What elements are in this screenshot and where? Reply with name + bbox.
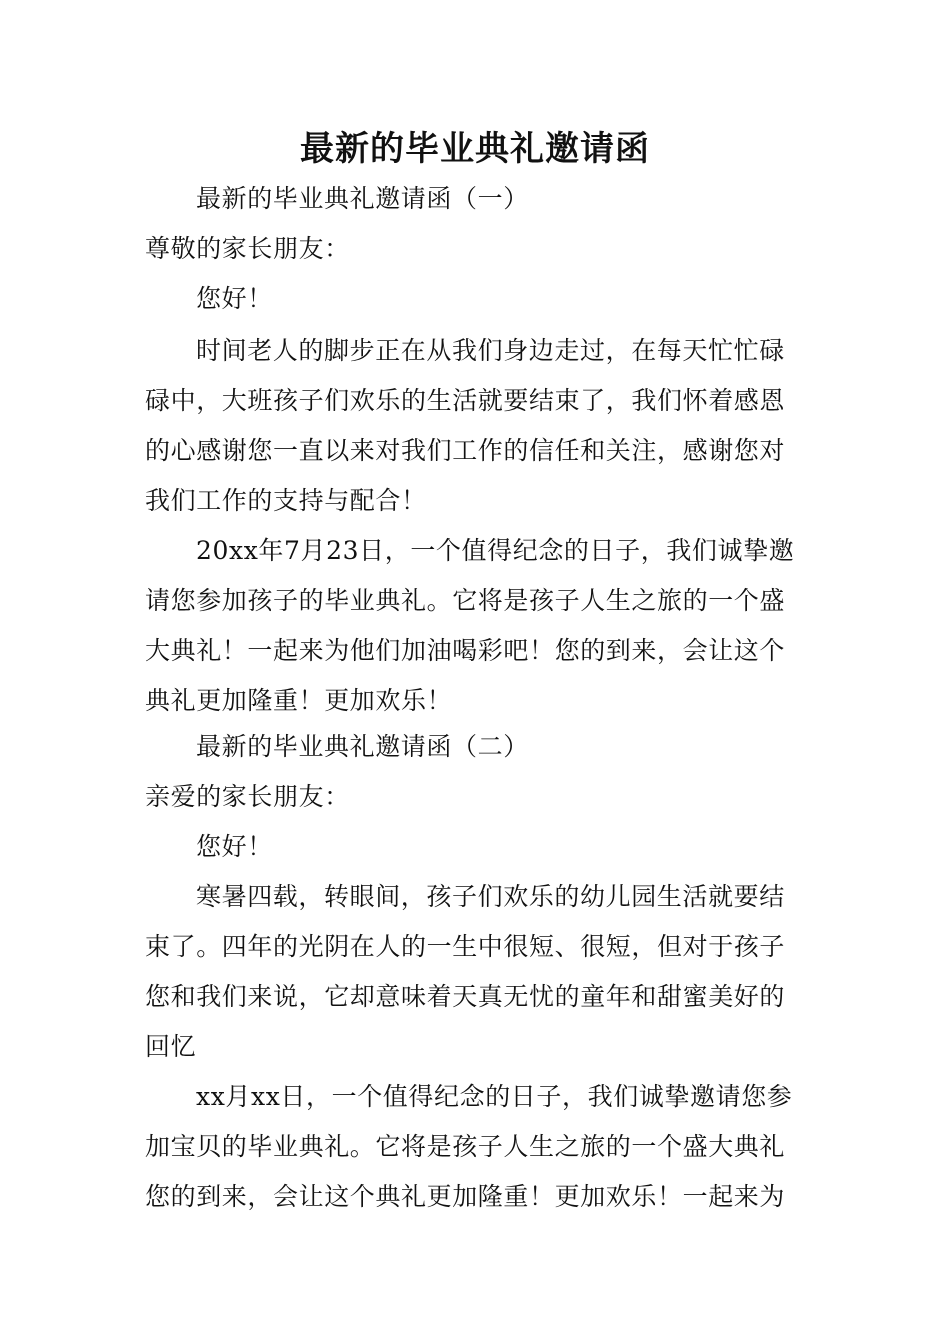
section-heading-2: 最新的毕业典礼邀请函（二） [196,732,529,761]
salutation-2: 亲爱的家长朋友： [145,782,350,811]
paragraph-line: 您和我们来说，它却意味着天真无忧的童年和甜蜜美好的 [145,982,786,1011]
paragraph-line: 碌中，大班孩子们欢乐的生活就要结束了，我们怀着感恩 [145,386,786,415]
document-title: 最新的毕业典礼邀请函 [300,129,650,169]
paragraph-line: 您的到来，会让这个典礼更加隆重！更加欢乐！一起来为 [145,1182,786,1211]
paragraph-line: 时间老人的脚步正在从我们身边走过，在每天忙忙碌 [196,336,785,365]
greeting-2: 您好！ [196,832,273,861]
paragraph-line: 的心感谢您一直以来对我们工作的信任和关注，感谢您对 [145,436,786,465]
paragraph-line: 我们工作的支持与配合！ [145,486,427,515]
paragraph-line: 典礼更加隆重！更加欢乐！ [145,686,453,715]
paragraph-line: 加宝贝的毕业典礼。它将是孩子人生之旅的一个盛大典礼 [145,1132,786,1161]
paragraph-line: 寒暑四载，转眼间，孩子们欢乐的幼儿园生活就要结 [196,882,785,911]
paragraph-line: 请您参加孩子的毕业典礼。它将是孩子人生之旅的一个盛 [145,586,786,615]
paragraph-line: 20xx年7月23日，一个值得纪念的日子，我们诚挚邀 [196,536,795,565]
salutation-1: 尊敬的家长朋友： [145,234,350,263]
section-heading-1: 最新的毕业典礼邀请函（一） [196,184,529,213]
paragraph-line: 束了。四年的光阴在人的一生中很短、很短，但对于孩子 [145,932,786,961]
greeting-1: 您好！ [196,284,273,313]
paragraph-line: xx月xx日，一个值得纪念的日子，我们诚挚邀请您参 [196,1082,793,1111]
paragraph-line: 大典礼！一起来为他们加油喝彩吧！您的到来，会让这个 [145,636,786,665]
paragraph-line: 回忆 [145,1032,197,1061]
